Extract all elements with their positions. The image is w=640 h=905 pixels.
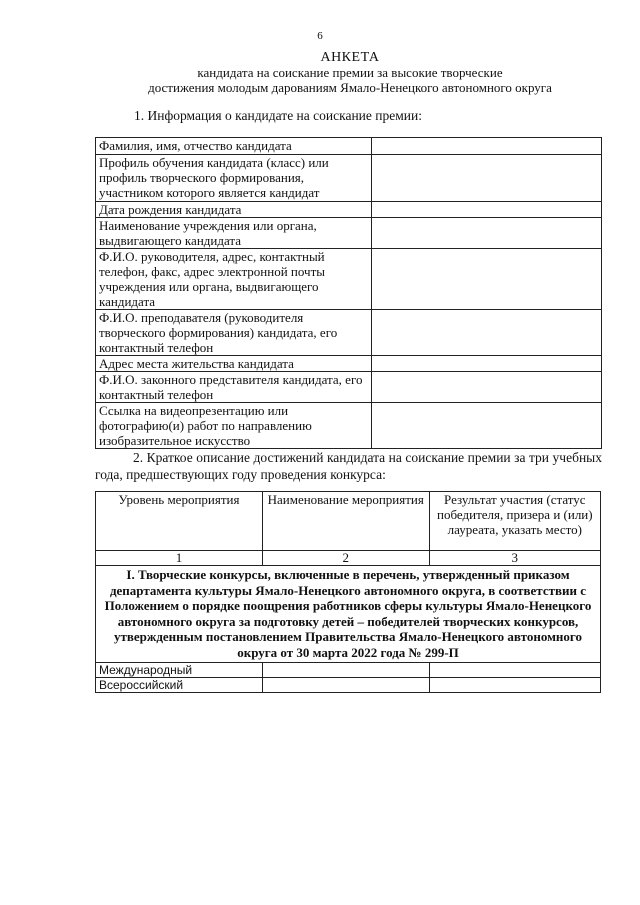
form-title-line1: кандидата на соискание премии за высокие творческие	[197, 65, 503, 80]
row-value-cell[interactable]	[372, 218, 602, 249]
group-title: I. Творческие конкурсы, включенные в перечень, утвержденный приказом департамента культуры Ямало-Ненецкого автономного округа, в соответствии с Положением о порядке поощрения работников сферы культуры Ямало-Ненецкого автономного округа за подготовку детей – победителей творческих конкурсов, утвержденным постановлением Правительства Ямало-Ненецкого автономного округа от 30 марта 2022 года № 299-П	[96, 566, 601, 663]
table-row	[96, 356, 602, 372]
row-label: Профиль обучения кандидата (класс) или профиль творческого формирования, участником которого является кандидат	[96, 155, 372, 202]
row-label: Ф.И.О. руководителя, адрес, контактный телефон, факс, адрес электронной почты учреждения или органа, выдвигающего кандидата	[96, 249, 372, 310]
candidate-info-table	[95, 137, 602, 449]
level-label: Международный	[96, 663, 263, 678]
column-number: 2	[262, 551, 429, 566]
row-value-cell[interactable]	[372, 403, 602, 449]
row-value-cell[interactable]	[372, 372, 602, 403]
table-row	[96, 663, 601, 678]
row-label: Ф.И.О. преподавателя (руководителя творческого формирования) кандидата, его контактный телефон	[96, 310, 372, 356]
column-header: Уровень мероприятия	[96, 492, 263, 551]
column-number-row	[96, 551, 601, 566]
column-number: 1	[96, 551, 263, 566]
event-name-cell[interactable]	[262, 678, 429, 693]
row-label: Наименование учреждения или органа, выдвигающего кандидата	[96, 218, 372, 249]
result-cell[interactable]	[429, 678, 600, 693]
form-title-main: АНКЕТА	[320, 50, 380, 65]
result-cell[interactable]	[429, 663, 600, 678]
row-value-cell[interactable]	[372, 202, 602, 218]
row-value-cell[interactable]	[372, 249, 602, 310]
level-label: Всероссийский	[96, 678, 263, 693]
row-value-cell[interactable]	[372, 356, 602, 372]
row-value-cell[interactable]	[372, 310, 602, 356]
row-label: Дата рождения кандидата	[96, 202, 372, 218]
table-row	[96, 249, 602, 310]
table-row	[96, 218, 602, 249]
column-number: 3	[429, 551, 600, 566]
column-header: Результат участия (статус победителя, призера и (или) лауреата, указать место)	[429, 492, 600, 551]
form-title	[90, 50, 610, 95]
table-row	[96, 155, 602, 202]
section2-text: 2. Краткое описание достижений кандидата на соискание премии за три учебных года, предшествующих году проведения конкурса:	[95, 450, 602, 482]
row-value-cell[interactable]	[372, 138, 602, 155]
event-name-cell[interactable]	[262, 663, 429, 678]
table-row	[96, 403, 602, 449]
table-row	[96, 310, 602, 356]
row-value-cell[interactable]	[372, 155, 602, 202]
table-row	[96, 138, 602, 155]
section1-heading: 1. Информация о кандидате на соискание премии:	[134, 108, 422, 123]
row-label: Ссылка на видеопрезентацию или фотографию(и) работ по направлению изобразительное искусство	[96, 403, 372, 449]
form-title-line2: достижения молодым дарованиям Ямало-Ненецкого автономного округа	[148, 80, 552, 95]
table-row	[96, 202, 602, 218]
table-header-row	[96, 492, 601, 551]
group-title-row	[96, 566, 601, 663]
page-number: 6	[317, 30, 323, 42]
row-label: Ф.И.О. законного представителя кандидата, его контактный телефон	[96, 372, 372, 403]
table-row	[96, 372, 602, 403]
column-header: Наименование мероприятия	[262, 492, 429, 551]
table-row	[96, 678, 601, 693]
row-label: Адрес места жительства кандидата	[96, 356, 372, 372]
row-label: Фамилия, имя, отчество кандидата	[96, 138, 372, 155]
achievements-table	[95, 491, 601, 693]
